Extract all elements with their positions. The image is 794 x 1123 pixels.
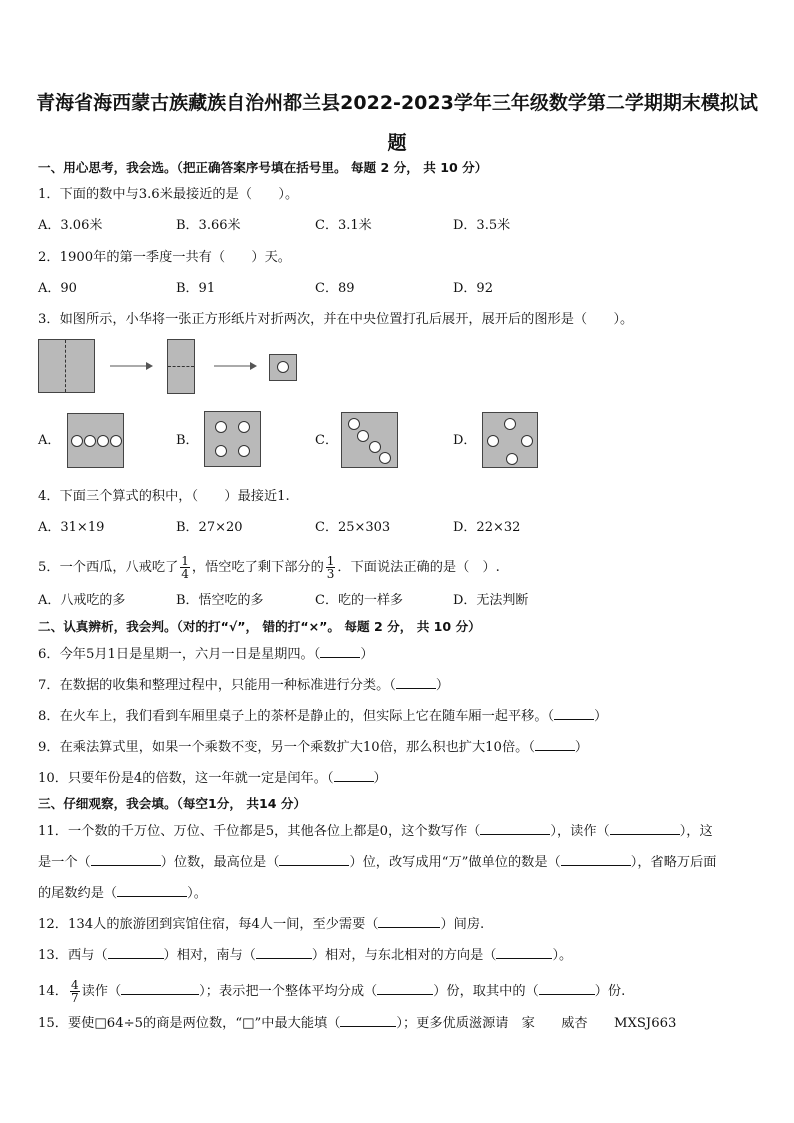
answer-blank[interactable] xyxy=(561,851,631,866)
answer-blank[interactable] xyxy=(378,913,440,928)
question-1: 1．下面的数中与3.6米最接近的是（ ）。 xyxy=(38,187,299,202)
unfolded-square xyxy=(38,339,95,393)
q5-option-c: C．吃的一样多 xyxy=(315,593,403,608)
q10-text: 10．只要年份是4的倍数，这一年就一定是闰年。（ xyxy=(38,771,334,786)
answer-blank[interactable] xyxy=(610,820,680,835)
q13-text-c: ）相对，与东北相对的方向是（ xyxy=(311,948,497,963)
q14-text-b: 读作（ xyxy=(81,984,122,999)
q11-text-h: 的尾数约是（ xyxy=(38,886,118,901)
punched-hole xyxy=(277,361,289,373)
q15-text-a: 15．要使□64÷5的商是两位数，“□”中最大能填（ xyxy=(38,1016,341,1031)
fold-line xyxy=(168,366,194,367)
answer-blank[interactable] xyxy=(340,1012,396,1027)
hole xyxy=(71,435,83,447)
q4-option-c: C．25×303 xyxy=(315,520,391,535)
close-paren: ） xyxy=(435,678,450,693)
q3-option-c-label: C． xyxy=(315,433,338,448)
fraction-numerator: 1 xyxy=(326,554,335,568)
q2-option-d: D．92 xyxy=(453,281,493,296)
q13-text-d: ）。 xyxy=(552,948,573,963)
close-paren: ） xyxy=(594,709,608,724)
answer-blank[interactable] xyxy=(554,705,594,720)
question-9 xyxy=(38,736,588,758)
q11-text-i: ）。 xyxy=(187,886,207,901)
hole xyxy=(215,445,227,457)
question-3: 3．如图所示，小华将一张正方形纸片对折两次，并在中央位置打孔后展开，展开后的图形是（ ）。 xyxy=(38,312,634,327)
q12-text-b: ）间房. xyxy=(440,917,485,932)
q11-text-c: ），这 xyxy=(679,824,713,839)
answer-blank[interactable] xyxy=(108,944,164,959)
q5-option-b: B．悟空吃的多 xyxy=(176,593,264,608)
exam-title-line1: 青海省海西蒙古族藏族自治州都兰县2022-2023学年三年级数学第二学期期末模拟试 xyxy=(36,92,758,114)
fraction-one-third xyxy=(326,555,336,580)
q4-option-d: D．22×32 xyxy=(453,520,521,535)
q14-text-a: 14． xyxy=(38,984,68,999)
question-10 xyxy=(38,767,387,789)
hole xyxy=(504,418,516,430)
question-14 xyxy=(38,979,625,1004)
q8-text: 8．在火车上，我们看到车厢里桌子上的茶杯是静止的，但实际上它在随车厢一起平移。（ xyxy=(38,709,555,724)
q11-text-b: ），读作（ xyxy=(550,824,610,839)
question-7 xyxy=(38,674,449,696)
arrow-icon xyxy=(212,360,258,372)
answer-blank[interactable] xyxy=(396,674,436,689)
section-1-heading: 一、用心思考，我会选。（把正确答案序号填在括号里。 每题 2 分， 共 10 分） xyxy=(38,160,488,175)
q5-option-d: D．无法判断 xyxy=(453,593,529,608)
close-paren: ） xyxy=(360,647,374,662)
q11-text-f: ）位，改写成用“万”做单位的数是（ xyxy=(349,855,561,870)
q5-text-part3: ．下面说法正确的是（ ）. xyxy=(337,560,500,575)
half-folded-paper xyxy=(167,339,195,394)
q3-option-d-label: D． xyxy=(453,433,477,448)
hole xyxy=(506,453,518,465)
answer-blank[interactable] xyxy=(320,643,360,658)
hole xyxy=(379,452,391,464)
hole xyxy=(238,445,250,457)
q1-option-b: B．3.66米 xyxy=(176,218,241,233)
q15-text-b: ）；更多优质滋源请 家 威杏 MXSJ663 xyxy=(396,1016,677,1031)
q11-text-a: 11．一个数的千万位、万位、千位都是5，其他各位上都是0，这个数写作（ xyxy=(38,824,481,839)
hole xyxy=(521,435,533,447)
fraction-denominator: 4 xyxy=(181,567,189,581)
q12-text-a: 12．134人的旅游团到宾馆住宿，每4人一间，至少需要（ xyxy=(38,917,379,932)
q4-option-b: B．27×20 xyxy=(176,520,243,535)
answer-blank[interactable] xyxy=(256,944,312,959)
q2-option-c: C．89 xyxy=(315,281,355,296)
fraction-numerator: 1 xyxy=(181,554,189,568)
section-3-heading: 三、仔细观察，我会填。（每空1分， 共14 分） xyxy=(38,796,307,811)
question-13 xyxy=(38,944,572,966)
q13-text-a: 13．西与（ xyxy=(38,948,108,963)
answer-blank[interactable] xyxy=(121,980,199,995)
hole xyxy=(357,430,369,442)
q14-text-e: ）份. xyxy=(594,984,626,999)
close-paren: ） xyxy=(373,771,387,786)
q3-option-a-label: A． xyxy=(38,433,61,448)
q11-text-d: 是一个（ xyxy=(38,855,91,870)
answer-blank[interactable] xyxy=(496,944,552,959)
q14-text-c: ）；表示把一个整体平均分成（ xyxy=(199,984,378,999)
question-4: 4．下面三个算式的积中，（ ）最接近1. xyxy=(38,489,290,504)
hole xyxy=(487,435,499,447)
answer-blank[interactable] xyxy=(539,980,595,995)
answer-blank[interactable] xyxy=(377,980,433,995)
question-11-line3 xyxy=(38,882,207,904)
q6-text: 6．今年5月1日是星期一，六月一日是星期四。（ xyxy=(38,647,321,662)
q3-option-b-label: B． xyxy=(176,433,199,448)
quarter-folded-paper xyxy=(269,354,297,381)
question-11-line2 xyxy=(38,851,716,873)
answer-blank[interactable] xyxy=(91,851,161,866)
hole xyxy=(348,418,360,430)
question-15 xyxy=(38,1012,676,1034)
q9-text: 9．在乘法算式里，如果一个乘数不变，另一个乘数扩大10倍，那么积也扩大10倍。（ xyxy=(38,740,535,755)
q3-option-d-figure xyxy=(482,412,538,468)
question-12 xyxy=(38,913,484,935)
question-5 xyxy=(38,555,500,580)
q3-option-c-figure xyxy=(341,412,398,468)
q5-text-part1: 5．一个西瓜，八戒吃了 xyxy=(38,560,179,575)
q5-text-part2: ，悟空吃了剩下部分的 xyxy=(191,560,324,575)
q1-option-d: D．3.5米 xyxy=(453,218,511,233)
q13-text-b: ）相对，南与（ xyxy=(163,948,256,963)
hole xyxy=(238,421,250,433)
hole xyxy=(215,421,227,433)
hole xyxy=(369,441,381,453)
fraction-numerator: 4 xyxy=(70,978,79,992)
arrow-icon xyxy=(108,360,154,372)
q2-option-a: A．90 xyxy=(38,281,77,296)
q11-text-e: ）位数，最高位是（ xyxy=(160,855,280,870)
question-6 xyxy=(38,643,374,665)
q11-text-g: ），省略万后面 xyxy=(630,855,717,870)
fraction-one-quarter xyxy=(180,555,190,580)
answer-blank[interactable] xyxy=(535,736,575,751)
question-8 xyxy=(38,705,607,727)
close-paren: ） xyxy=(574,740,589,755)
q1-option-c: C．3.1米 xyxy=(315,218,372,233)
question-11-line1 xyxy=(38,820,713,842)
answer-blank[interactable] xyxy=(480,820,550,835)
q4-option-a: A．31×19 xyxy=(38,520,105,535)
section-2-heading: 二、认真辨析，我会判。（对的打“√”， 错的打“×”。 每题 2 分， 共 10 分） xyxy=(38,619,481,634)
fraction-denominator: 3 xyxy=(326,567,335,581)
fold-line xyxy=(65,340,66,392)
hole xyxy=(84,435,96,447)
fraction-four-sevenths xyxy=(70,979,80,1004)
q1-option-a: A．3.06米 xyxy=(38,218,103,233)
hole xyxy=(110,435,122,447)
hole xyxy=(97,435,109,447)
q3-option-a-figure xyxy=(67,413,124,468)
answer-blank[interactable] xyxy=(279,851,349,866)
answer-blank[interactable] xyxy=(117,882,187,897)
q7-text: 7．在数据的收集和整理过程中，只能用一种标准进行分类。（ xyxy=(38,678,396,693)
q5-option-a: A．八戒吃的多 xyxy=(38,593,126,608)
q2-option-b: B．91 xyxy=(176,281,216,296)
q14-text-d: ）份，取其中的（ xyxy=(433,984,539,999)
answer-blank[interactable] xyxy=(334,767,374,782)
question-2: 2．1900年的第一季度一共有（ ）天。 xyxy=(38,250,291,265)
exam-title-line2: 题 xyxy=(387,132,407,154)
q3-option-b-figure xyxy=(204,411,261,467)
fraction-denominator: 7 xyxy=(70,991,79,1005)
